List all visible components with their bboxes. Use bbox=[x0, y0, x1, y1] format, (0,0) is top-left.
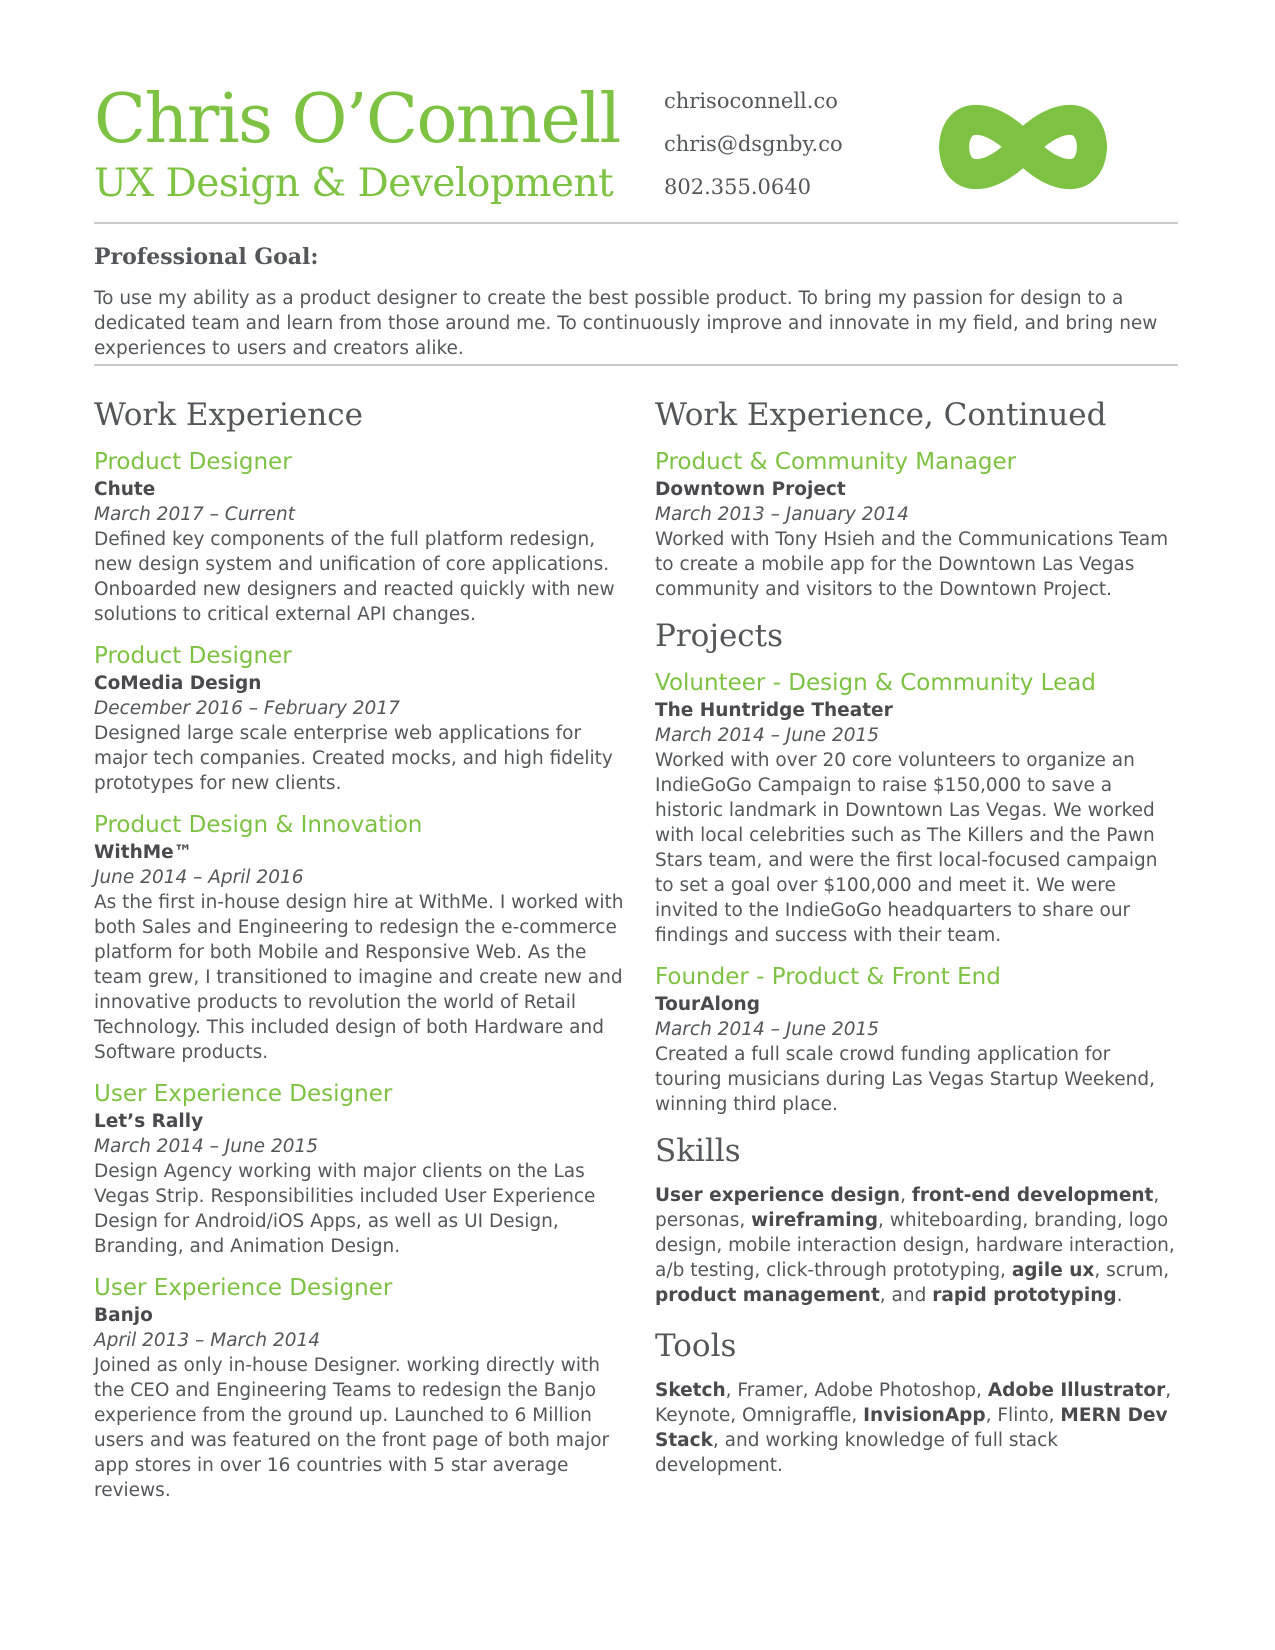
job-description: Worked with Tony Hsieh and the Communications Team to create a mobile app for the Downtown Las Vegas community and visitors to the Downtown Project. bbox=[655, 529, 1169, 600]
infinity-logo-icon bbox=[932, 98, 1114, 196]
experience-entry bbox=[94, 810, 634, 1065]
job-description: Created a full scale crowd funding application for touring musicians during Las Vegas Startup Weekend, winning third place. bbox=[655, 1044, 1156, 1115]
tools-heading: Tools bbox=[655, 1328, 737, 1364]
experience-entry bbox=[655, 447, 1180, 602]
job-title: Volunteer - Design & Community Lead bbox=[655, 670, 1096, 696]
date-range: June 2014 – April 2016 bbox=[94, 867, 304, 888]
job-description: Designed large scale enterprise web applications for major tech companies. Created mocks, and high fidelity prototypes for new clients. bbox=[94, 723, 613, 794]
candidate-tagline: UX Design & Development bbox=[94, 161, 614, 206]
company-name: Let’s Rally bbox=[94, 1111, 204, 1132]
experience-entry bbox=[655, 668, 1180, 948]
job-title: Product Designer bbox=[94, 643, 292, 669]
skill-text: , Keynote, Omnigraffle, bbox=[655, 1380, 1172, 1426]
company-name: Downtown Project bbox=[655, 479, 846, 500]
skill-text: . bbox=[1116, 1285, 1123, 1306]
experience-entry bbox=[94, 1079, 634, 1259]
job-title: User Experience Designer bbox=[94, 1275, 393, 1301]
job-description: Design Agency working with major clients on the Las Vegas Strip. Responsibilities included User Experience Design for Android/iOS Apps, as well as UI Design, Branding, and Animation Design. bbox=[94, 1161, 596, 1257]
date-range: March 2013 – January 2014 bbox=[655, 504, 909, 525]
email-link[interactable]: chris@dsgnby.co bbox=[664, 132, 843, 156]
projects-heading: Projects bbox=[655, 618, 784, 654]
date-range: April 2013 – March 2014 bbox=[94, 1330, 321, 1351]
skill-text: , Flinto, bbox=[985, 1405, 1061, 1426]
experience-entry bbox=[94, 447, 634, 627]
date-range: March 2017 – Current bbox=[94, 504, 295, 525]
highlighted-skill: rapid prototyping bbox=[932, 1285, 1117, 1306]
company-name: TourAlong bbox=[655, 994, 760, 1015]
header-divider bbox=[94, 222, 1178, 224]
company-name: CoMedia Design bbox=[94, 673, 262, 694]
job-title: User Experience Designer bbox=[94, 1081, 393, 1107]
right-column bbox=[655, 395, 1180, 1496]
work-continued-list bbox=[655, 447, 1180, 602]
goal-heading: Professional Goal: bbox=[94, 244, 319, 270]
work-continued-heading: Work Experience, Continued bbox=[655, 397, 1107, 433]
company-name: Chute bbox=[94, 479, 156, 500]
goal-text: To use my ability as a product designer to create the best possible product. To bring my passion for design to a dedicated team and learn from those around me. To continuously improve and innovate in my field, and bring new experiences to users and creators alike. bbox=[94, 288, 1158, 359]
left-column bbox=[94, 395, 634, 1517]
highlighted-skill: Sketch bbox=[655, 1380, 726, 1401]
candidate-name: Chris O’Connell bbox=[94, 80, 620, 159]
skill-text: , Framer, Adobe Photoshop, bbox=[725, 1380, 988, 1401]
highlighted-skill: agile ux bbox=[1011, 1260, 1095, 1281]
date-range: December 2016 – February 2017 bbox=[94, 698, 400, 719]
phone-number: 802.355.0640 bbox=[664, 175, 811, 199]
highlighted-skill: InvisionApp bbox=[863, 1405, 986, 1426]
job-description: Defined key components of the full platform redesign, new design system and unification of core applications. Onboarded new designers and reacted quickly with new solutions to critical external API changes. bbox=[94, 529, 615, 625]
work-experience-heading: Work Experience bbox=[94, 397, 363, 433]
highlighted-skill: MERN Dev Stack bbox=[655, 1405, 1168, 1451]
highlighted-skill: product management bbox=[655, 1285, 880, 1306]
skill-text: , and working knowledge of full stack development. bbox=[655, 1430, 1059, 1476]
work-experience-list bbox=[94, 447, 634, 1503]
resume-header bbox=[94, 78, 1178, 218]
job-description: Joined as only in-house Designer. working directly with the CEO and Engineering Teams to redesign the Banjo experience from the ground up. Launched to 6 Million users and was featured on the front page of both major app stores in over 16 countries with 5 star average reviews. bbox=[94, 1355, 610, 1501]
experience-entry bbox=[94, 1273, 634, 1503]
date-range: March 2014 – June 2015 bbox=[655, 725, 880, 746]
job-description: Worked with over 20 core volunteers to organize an IndieGoGo Campaign to raise $150,000 to save a historic landmark in Downtown Las Vegas. We worked with local celebrities such as The Killers and the Pawn Stars team, and were the first local-focused campaign to set a goal over $100,000 and meet it. We were invited to the IndieGoGo headquarters to share our findings and success with their team. bbox=[655, 750, 1158, 946]
company-name: The Huntridge Theater bbox=[655, 700, 893, 721]
experience-entry bbox=[94, 641, 634, 796]
website-link[interactable]: chrisoconnell.co bbox=[664, 89, 838, 113]
contact-block bbox=[664, 84, 843, 213]
goal-divider bbox=[94, 364, 1178, 366]
company-name: Banjo bbox=[94, 1305, 153, 1326]
job-title: Founder - Product & Front End bbox=[655, 964, 1001, 990]
tools-text bbox=[655, 1378, 1180, 1478]
highlighted-skill: wireframing bbox=[751, 1210, 878, 1231]
experience-entry bbox=[655, 962, 1180, 1117]
projects-list bbox=[655, 668, 1180, 1117]
job-description: As the first in-house design hire at WithMe. I worked with both Sales and Engineering to redesign the e-commerce platform for both Mobile and Responsive Web. As the team grew, I transitioned to imagine and create new and innovative products to revolution the world of Retail Technology. This included design of both Hardware and Software products. bbox=[94, 892, 624, 1063]
skill-text: , whiteboarding, branding, logo design, mobile interaction design, hardware interaction, a/b testing, click-through prototyping, bbox=[655, 1210, 1175, 1281]
highlighted-skill: front-end development bbox=[911, 1185, 1154, 1206]
skills-text bbox=[655, 1183, 1180, 1308]
skill-text: , and bbox=[879, 1285, 933, 1306]
highlighted-skill: User experience design bbox=[655, 1185, 901, 1206]
company-name: WithMe™ bbox=[94, 842, 193, 863]
job-title: Product Design & Innovation bbox=[94, 812, 423, 838]
highlighted-skill: Adobe Illustrator bbox=[987, 1380, 1166, 1401]
date-range: March 2014 – June 2015 bbox=[94, 1136, 319, 1157]
date-range: March 2014 – June 2015 bbox=[655, 1019, 880, 1040]
skill-text: , bbox=[900, 1185, 912, 1206]
job-title: Product & Community Manager bbox=[655, 449, 1017, 475]
job-title: Product Designer bbox=[94, 449, 292, 475]
skill-text: , personas, bbox=[655, 1185, 1160, 1231]
skill-text: , scrum, bbox=[1094, 1260, 1170, 1281]
skills-heading: Skills bbox=[655, 1133, 741, 1169]
